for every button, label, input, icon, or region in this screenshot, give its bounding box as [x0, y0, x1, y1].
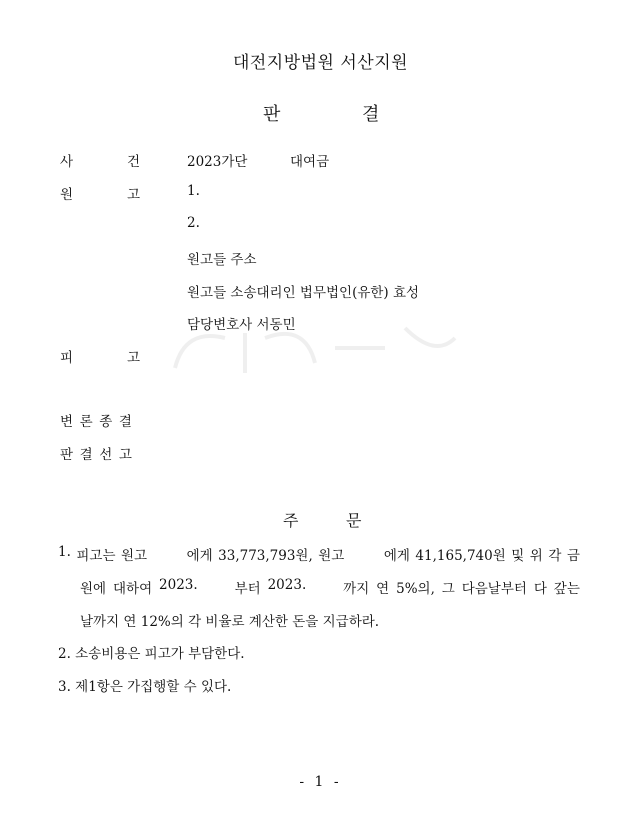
case-name: 대여금 — [290, 154, 330, 170]
judgment-pronouncement-label: 판 결 선 고 — [60, 447, 132, 463]
order-title-right: 문 — [346, 511, 362, 530]
closing-of-argument-label: 변 론 종 결 — [60, 414, 132, 430]
title-char-right: 결 — [362, 104, 380, 125]
case-label: 사 건 — [60, 154, 140, 170]
court-name: 대전지방법원 서산지원 — [232, 53, 409, 73]
page-number: - 1 - — [299, 774, 342, 790]
order-item-1-line-3: 날까지 연 12%의 각 비율로 계산한 돈을 지급하라. — [80, 614, 380, 630]
plaintiffs-counsel: 원고들 소송대리인 법무법인(유한) 효성 — [187, 285, 420, 301]
defendant-label: 피 고 — [60, 350, 140, 366]
order-item-1-line-2: 원에 대하여 2023. 부터 2023. 까지 연 5%의, 그 다음날부터 다 갚는 — [80, 577, 580, 597]
order-item-2: 2. 소송비용은 피고가 부담한다. — [58, 646, 245, 662]
plaintiff-entry-1: 1. — [187, 183, 200, 199]
watermark-seal — [165, 318, 465, 378]
attorney-in-charge: 담당변호사 서동민 — [187, 317, 296, 333]
title-char-left: 판 — [263, 104, 281, 125]
case-number: 2023가단 — [187, 154, 248, 170]
plaintiff-label: 원 고 — [60, 187, 140, 203]
order-item-3: 3. 제1항은 가집행할 수 있다. — [58, 679, 232, 695]
order-item-1-line-1: 1. 피고는 원고 에게 33,773,793원, 원고 에게 41,165,740원 및 위 각 금 — [58, 544, 580, 564]
plaintiffs-address: 원고들 주소 — [187, 252, 257, 268]
plaintiff-entry-2: 2. — [187, 215, 200, 231]
order-title-left: 주 — [283, 511, 299, 530]
